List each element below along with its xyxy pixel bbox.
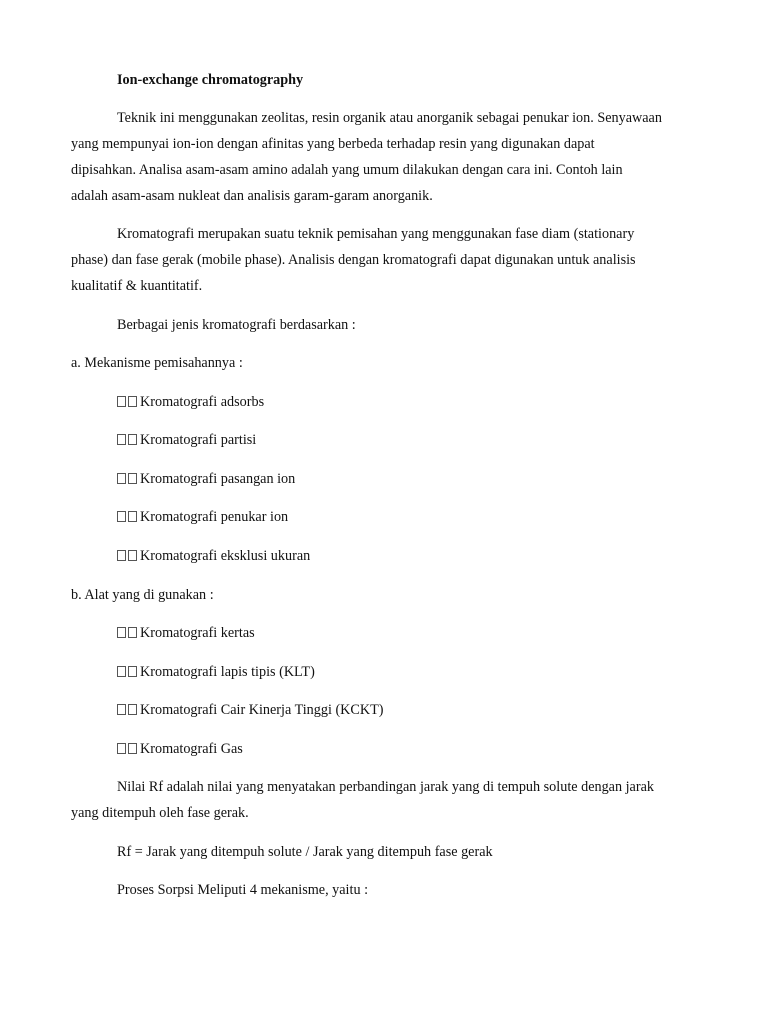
missing-glyph-icon <box>117 432 139 448</box>
paragraph-rf-line: yang ditempuh oleh fase gerak. <box>71 805 249 821</box>
missing-glyph-icon <box>117 548 139 564</box>
list-item-label: Kromatografi penukar ion <box>140 509 289 525</box>
missing-glyph-icon <box>117 509 139 525</box>
list-item <box>117 508 288 526</box>
paragraph-rf-line: Nilai Rf adalah nilai yang menyatakan perbandingan jarak yang di tempuh solute dengan jarak <box>117 779 654 795</box>
list-item-label: Kromatografi eksklusi ukuran <box>140 548 311 564</box>
missing-glyph-icon <box>117 741 139 757</box>
list-item <box>117 547 310 565</box>
list-item <box>117 624 255 642</box>
section-heading: Ion-exchange chromatography <box>117 72 304 88</box>
paragraph2-line: kualitatif & kuantitatif. <box>71 278 203 294</box>
list-item-label: Kromatografi partisi <box>140 432 257 448</box>
list-item <box>117 431 256 449</box>
types-intro: Berbagai jenis kromatografi berdasarkan : <box>117 317 356 333</box>
sorption-intro: Proses Sorpsi Meliputi 4 mekanisme, yaitu : <box>117 882 369 898</box>
list-item <box>117 393 264 411</box>
section-b-title: b. Alat yang di gunakan : <box>71 587 214 603</box>
list-item-label: Kromatografi Gas <box>140 741 243 757</box>
list-item-label: Kromatografi pasangan ion <box>140 471 296 487</box>
list-item-label: Kromatografi Cair Kinerja Tinggi (KCKT) <box>140 702 384 718</box>
list-item-label: Kromatografi kertas <box>140 625 255 641</box>
missing-glyph-icon <box>117 625 139 641</box>
paragraph1-line: yang mempunyai ion-ion dengan afinitas yang berbeda terhadap resin yang digunakan dapat <box>71 136 595 152</box>
paragraph1-line: dipisahkan. Analisa asam-asam amino adalah yang umum dilakukan dengan cara ini. Contoh lain <box>71 162 623 178</box>
paragraph1-line: adalah asam-asam nukleat dan analisis garam-garam anorganik. <box>71 188 433 204</box>
list-item <box>117 701 384 719</box>
paragraph2-line: Kromatografi merupakan suatu teknik pemisahan yang menggunakan fase diam (stationary <box>117 226 635 242</box>
missing-glyph-icon <box>117 471 139 487</box>
section-a-title: a. Mekanisme pemisahannya : <box>71 355 243 371</box>
list-item <box>117 470 295 488</box>
missing-glyph-icon <box>117 702 139 718</box>
paragraph2-line: phase) dan fase gerak (mobile phase). Analisis dengan kromatografi dapat digunakan untuk analisis <box>71 252 636 268</box>
paragraph1-line: Teknik ini menggunakan zeolitas, resin organik atau anorganik sebagai penukar ion. Senyawaan <box>117 110 662 126</box>
list-item <box>117 740 243 758</box>
list-item-label: Kromatografi adsorbs <box>140 394 265 410</box>
missing-glyph-icon <box>117 664 139 680</box>
list-item-label: Kromatografi lapis tipis (KLT) <box>140 664 315 680</box>
missing-glyph-icon <box>117 394 139 410</box>
list-item <box>117 663 315 681</box>
rf-formula: Rf = Jarak yang ditempuh solute / Jarak yang ditempuh fase gerak <box>117 844 493 860</box>
